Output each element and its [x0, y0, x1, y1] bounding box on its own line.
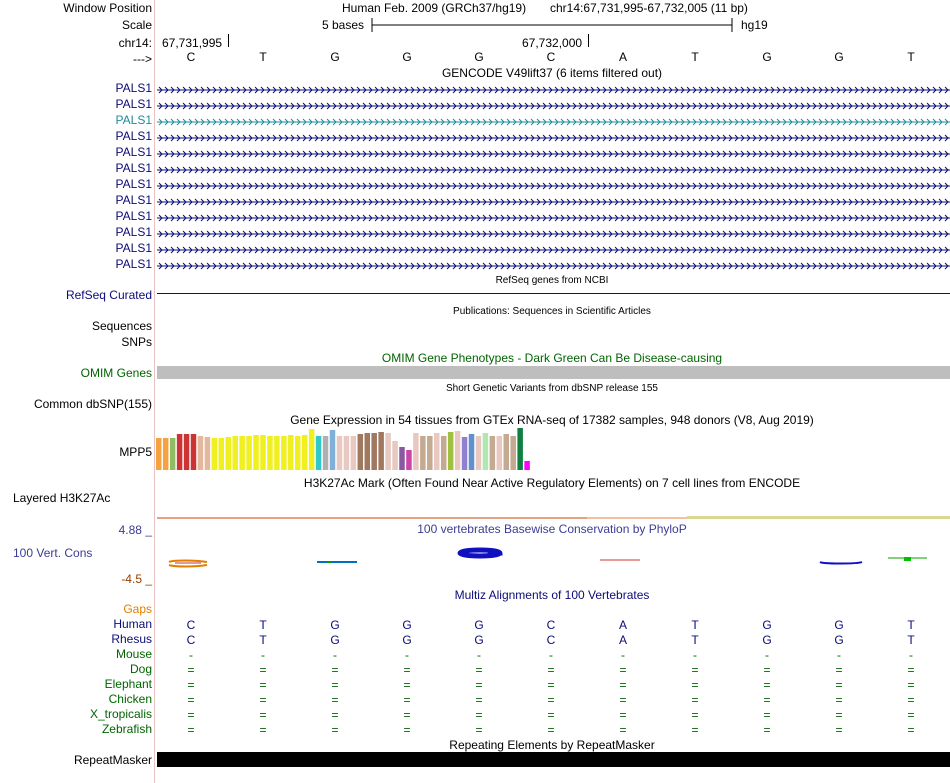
coord-tick — [588, 34, 589, 47]
alignment-base-x-tropicalis: = — [763, 708, 771, 722]
alignment-base-chicken: = — [475, 693, 483, 707]
alignment-base-zebrafish: = — [403, 723, 411, 737]
alignment-base-zebrafish: = — [619, 723, 627, 737]
alignment-base-human: G — [762, 618, 772, 632]
alignment-base-elephant: = — [835, 678, 843, 692]
alignment-base-x-tropicalis: = — [475, 708, 483, 722]
alignment-base-mouse: - — [549, 648, 553, 662]
alignment-base-elephant: = — [691, 678, 699, 692]
gtex-tissue-bar[interactable] — [309, 429, 315, 470]
gtex-tissue-bar[interactable] — [358, 434, 364, 470]
gtex-tissue-bar[interactable] — [399, 447, 405, 470]
gencode-transcript[interactable] — [157, 118, 950, 126]
alignment-base-human: G — [402, 618, 412, 632]
refseq-label[interactable]: RefSeq Curated — [65, 288, 152, 302]
gencode-item-label[interactable]: PALS1 — [115, 225, 152, 239]
alignment-base-x-tropicalis: = — [187, 708, 195, 722]
alignment-base-x-tropicalis: = — [259, 708, 267, 722]
gtex-tissue-bar[interactable] — [246, 436, 252, 470]
gtex-tissue-bar[interactable] — [316, 436, 322, 470]
alignment-base-mouse: - — [189, 648, 193, 662]
alignment-base-human: C — [186, 618, 196, 632]
gencode-item-label[interactable]: PALS1 — [115, 81, 152, 95]
alignment-base-mouse: - — [693, 648, 697, 662]
coord-tick — [228, 34, 229, 47]
alignment-base-elephant: = — [331, 678, 339, 692]
gtex-tissue-bar[interactable] — [427, 436, 433, 470]
gencode-transcript[interactable] — [157, 134, 950, 142]
alignment-base-chicken: = — [907, 693, 915, 707]
gencode-item-label[interactable]: PALS1 — [115, 161, 152, 175]
alignment-base-zebrafish: = — [187, 723, 195, 737]
gtex-tissue-bar[interactable] — [392, 441, 398, 470]
gtex-tissue-bar[interactable] — [497, 436, 503, 470]
gtex-tissue-bar[interactable] — [295, 436, 301, 470]
alignment-base-chicken: = — [403, 693, 411, 707]
gtex-tissue-bar[interactable] — [330, 430, 336, 470]
gtex-tissue-bar[interactable] — [448, 432, 454, 470]
gtex-tissue-bar[interactable] — [267, 436, 273, 470]
alignment-base-chicken: = — [547, 693, 555, 707]
h3k27ac-signal — [687, 516, 950, 519]
base-letter: C — [186, 50, 196, 64]
alignment-base-human: G — [330, 618, 340, 632]
alignment-base-elephant: = — [619, 678, 627, 692]
alignment-base-dog: = — [259, 663, 267, 677]
gtex-tissue-bar[interactable] — [462, 437, 468, 470]
h3k27ac-signal — [157, 517, 587, 519]
species-label-rhesus: Rhesus — [111, 632, 152, 646]
gencode-item-label[interactable]: PALS1 — [115, 113, 152, 127]
alignment-base-dog: = — [547, 663, 555, 677]
gtex-tissue-bar[interactable] — [434, 433, 440, 470]
alignment-base-mouse: - — [477, 648, 481, 662]
alignment-base-chicken: = — [331, 693, 339, 707]
gtex-tissue-bar[interactable] — [226, 437, 232, 470]
alignment-base-human: G — [474, 618, 484, 632]
alignment-base-x-tropicalis: = — [835, 708, 843, 722]
gencode-transcript[interactable] — [157, 246, 950, 254]
alignment-base-x-tropicalis: = — [403, 708, 411, 722]
alignment-base-rhesus: G — [834, 633, 844, 647]
gtex-tissue-bar[interactable] — [413, 433, 419, 470]
omim-title: OMIM Gene Phenotypes - Dark Green Can Be Disease-causing — [381, 351, 723, 365]
refseq-title: RefSeq genes from NCBI — [495, 275, 609, 286]
alignment-base-chicken: = — [259, 693, 267, 707]
base-letter: T — [907, 50, 915, 64]
cons-label[interactable]: 100 Vert. Cons — [13, 546, 93, 560]
alignment-base-human: T — [907, 618, 915, 632]
scale-label: Scale — [121, 18, 152, 32]
alignment-base-rhesus: C — [546, 633, 556, 647]
alignment-base-mouse: - — [837, 648, 841, 662]
gencode-transcript[interactable] — [157, 102, 950, 110]
base-letter: G — [834, 50, 844, 64]
multiz-title: Multiz Alignments of 100 Vertebrates — [454, 588, 650, 602]
gtex-tissue-bar[interactable] — [337, 436, 343, 470]
gencode-item-label[interactable]: PALS1 — [115, 209, 152, 223]
base-letter: C — [546, 50, 556, 64]
gtex-tissue-bar[interactable] — [504, 434, 510, 470]
gtex-tissue-bar[interactable] — [365, 433, 371, 470]
phylop-plot[interactable] — [155, 540, 950, 580]
alignment-base-dog: = — [619, 663, 627, 677]
alignment-base-zebrafish: = — [907, 723, 915, 737]
gtex-tissue-bar[interactable] — [323, 436, 329, 470]
alignment-base-human: C — [546, 618, 556, 632]
gtex-tissue-bar[interactable] — [170, 438, 176, 470]
alignment-base-mouse: - — [405, 648, 409, 662]
coord-start: 67,731,995 — [162, 36, 223, 50]
alignment-base-dog: = — [691, 663, 699, 677]
alignment-base-dog: = — [907, 663, 915, 677]
gencode-item-label[interactable]: PALS1 — [115, 177, 152, 191]
phylop-c-logo — [169, 561, 207, 567]
alignment-base-chicken: = — [763, 693, 771, 707]
alignment-base-mouse: - — [261, 648, 265, 662]
repeatmasker-label[interactable]: RepeatMasker — [73, 753, 152, 767]
alignment-base-x-tropicalis: = — [619, 708, 627, 722]
alignment-base-chicken: = — [619, 693, 627, 707]
coord-mid: 67,732,000 — [522, 36, 583, 50]
gencode-transcript[interactable] — [157, 262, 950, 270]
sequences-label[interactable]: Sequences — [91, 319, 152, 333]
gtex-tissue-bar[interactable] — [490, 436, 496, 470]
gencode-item-label[interactable]: PALS1 — [115, 257, 152, 271]
gtex-tissue-bar[interactable] — [239, 436, 245, 470]
alignment-base-x-tropicalis: = — [691, 708, 699, 722]
gencode-item-label[interactable]: PALS1 — [115, 129, 152, 143]
gtex-tissue-bar[interactable] — [288, 435, 294, 470]
repeat-bar[interactable] — [157, 752, 950, 767]
alignment-base-mouse: - — [909, 648, 913, 662]
publications-title: Publications: Sequences in Scientific Articles — [453, 306, 651, 317]
gtex-tissue-bar[interactable] — [260, 435, 266, 470]
alignment-base-dog: = — [835, 663, 843, 677]
base-letter: G — [402, 50, 412, 64]
alignment-base-human: T — [691, 618, 699, 632]
alignment-base-elephant: = — [403, 678, 411, 692]
gtex-tissue-bar[interactable] — [163, 438, 169, 470]
gencode-transcript[interactable] — [157, 214, 950, 222]
species-label-human: Human — [113, 617, 152, 631]
gtex-tissue-bar[interactable] — [510, 436, 516, 470]
track-area[interactable] — [155, 0, 950, 783]
alignment-base-elephant: = — [907, 678, 915, 692]
omim-label[interactable]: OMIM Genes — [80, 366, 152, 380]
alignment-base-mouse: - — [765, 648, 769, 662]
gtex-tissue-bar[interactable] — [212, 438, 218, 470]
gencode-transcript[interactable] — [157, 166, 950, 174]
gtex-tissue-bar[interactable] — [371, 433, 377, 470]
dbsnp-title: Short Genetic Variants from dbSNP release 155 — [446, 383, 658, 394]
gtex-tissue-bar[interactable] — [219, 438, 225, 470]
gencode-item-label[interactable]: PALS1 — [115, 193, 152, 207]
mpp5-label[interactable]: MPP5 — [119, 445, 152, 459]
gtex-tissue-bar[interactable] — [476, 436, 482, 470]
alignment-base-chicken: = — [187, 693, 195, 707]
alignment-base-chicken: = — [691, 693, 699, 707]
gtex-tissue-bar[interactable] — [156, 438, 162, 470]
repeat-title: Repeating Elements by RepeatMasker — [449, 738, 655, 752]
alignment-base-rhesus: G — [402, 633, 412, 647]
db-label: hg19 — [741, 18, 768, 32]
alignment-base-rhesus: T — [907, 633, 915, 647]
snps-label[interactable]: SNPs — [121, 335, 152, 349]
alignment-base-zebrafish: = — [835, 723, 843, 737]
refseq-line — [157, 293, 950, 294]
alignment-base-mouse: - — [621, 648, 625, 662]
omim-bar[interactable] — [157, 366, 950, 379]
gtex-tissue-bar[interactable] — [420, 436, 426, 470]
cons-min-label: -4.5 _ — [121, 572, 152, 586]
alignment-base-x-tropicalis: = — [547, 708, 555, 722]
alignment-base-human: A — [618, 618, 628, 632]
gtex-tissue-bar[interactable] — [184, 434, 190, 470]
base-letter: G — [762, 50, 772, 64]
gtex-tissue-bar[interactable] — [351, 436, 357, 470]
h3k27ac-signal — [587, 517, 687, 519]
alignment-base-rhesus: G — [330, 633, 340, 647]
phylop-t-logo — [888, 557, 927, 561]
alignment-base-x-tropicalis: = — [331, 708, 339, 722]
gtex-tissue-bar[interactable] — [524, 461, 530, 470]
window-position-label: Window Position — [63, 1, 152, 15]
gaps-label: Gaps — [123, 602, 152, 616]
alignment-base-zebrafish: = — [331, 723, 339, 737]
gtex-tissue-bar[interactable] — [455, 431, 461, 470]
track-labels — [0, 0, 154, 783]
alignment-base-dog: = — [331, 663, 339, 677]
gtex-tissue-bar[interactable] — [406, 450, 412, 470]
species-label-chicken: Chicken — [108, 692, 152, 706]
gtex-title: Gene Expression in 54 tissues from GTEx RNA-seq of 17382 samples, 948 donors (V8, Aug 2019) — [290, 413, 814, 427]
alignment-base-elephant: = — [187, 678, 195, 692]
gtex-tissue-bar[interactable] — [191, 434, 197, 470]
species-label-elephant: Elephant — [104, 677, 152, 691]
chrom-label: chr14: — [118, 36, 152, 50]
gencode-item-label[interactable]: PALS1 — [115, 145, 152, 159]
gtex-tissue-bar[interactable] — [274, 436, 280, 470]
phylop-g-logo-large — [460, 550, 500, 556]
alignment-base-dog: = — [187, 663, 195, 677]
gencode-item-label[interactable]: PALS1 — [115, 97, 152, 111]
alignment-base-dog: = — [475, 663, 483, 677]
alignment-base-human: G — [834, 618, 844, 632]
gtex-tissue-bar[interactable] — [517, 428, 523, 470]
alignment-base-dog: = — [403, 663, 411, 677]
alignment-base-elephant: = — [547, 678, 555, 692]
alignment-base-chicken: = — [835, 693, 843, 707]
alignment-base-zebrafish: = — [259, 723, 267, 737]
alignment-base-rhesus: G — [474, 633, 484, 647]
position-title: chr14:67,731,995-67,732,005 (11 bp) — [550, 1, 748, 15]
gtex-tissue-bar[interactable] — [198, 436, 204, 470]
alignment-base-rhesus: C — [186, 633, 196, 647]
species-label-mouse: Mouse — [115, 647, 152, 661]
gtex-tissue-bar[interactable] — [177, 434, 183, 470]
alignment-base-rhesus: G — [762, 633, 772, 647]
gencode-transcript[interactable] — [157, 86, 950, 94]
gtex-tissue-bar[interactable] — [232, 436, 238, 470]
gtex-chart[interactable] — [155, 428, 535, 471]
species-label-xtropicalis: X_tropicalis — [89, 707, 152, 721]
gtex-tissue-bar[interactable] — [441, 436, 447, 470]
base-letter: A — [618, 50, 628, 64]
phylop-g-logo-small — [820, 562, 862, 564]
alignment-base-human: T — [259, 618, 267, 632]
cons-max-label: 4.88 _ — [118, 523, 152, 537]
gencode-transcript[interactable] — [157, 182, 950, 190]
alignment-base-elephant: = — [475, 678, 483, 692]
gtex-tissue-bar[interactable] — [253, 435, 258, 470]
alignment-base-elephant: = — [763, 678, 771, 692]
gtex-tissue-bar[interactable] — [205, 437, 211, 470]
alignment-base-zebrafish: = — [763, 723, 771, 737]
alignment-base-elephant: = — [259, 678, 267, 692]
phylop-title: 100 vertebrates Basewise Conservation by PhyloP — [417, 522, 687, 536]
alignment-base-zebrafish: = — [475, 723, 483, 737]
alignment-base-dog: = — [763, 663, 771, 677]
alignment-base-zebrafish: = — [547, 723, 555, 737]
base-letter: G — [330, 50, 340, 64]
gencode-transcript[interactable] — [157, 150, 950, 158]
species-label-zebrafish: Zebrafish — [101, 722, 152, 736]
base-letter: T — [691, 50, 699, 64]
gencode-transcript[interactable] — [157, 198, 950, 206]
alignment-base-rhesus: T — [691, 633, 699, 647]
gtex-tissue-bar[interactable] — [385, 433, 391, 470]
gtex-tissue-bar[interactable] — [378, 432, 384, 470]
gtex-tissue-bar[interactable] — [469, 434, 475, 470]
gtex-tissue-bar[interactable] — [281, 436, 287, 470]
base-letter: T — [259, 50, 267, 64]
gencode-transcript[interactable] — [157, 230, 950, 238]
gtex-tissue-bar[interactable] — [302, 435, 308, 470]
scale-text: 5 bases — [322, 18, 365, 32]
alignment-base-zebrafish: = — [691, 723, 699, 737]
h3k27ac-title: H3K27Ac Mark (Often Found Near Active Regulatory Elements) on 7 cell lines from ENCODE — [303, 476, 801, 490]
dbsnp-label[interactable]: Common dbSNP(155) — [33, 397, 152, 411]
gtex-tissue-bar[interactable] — [344, 436, 350, 470]
h3k27ac-label[interactable]: Layered H3K27Ac — [13, 491, 111, 505]
assembly-title: Human Feb. 2009 (GRCh37/hg19) — [342, 1, 527, 15]
alignment-base-x-tropicalis: = — [907, 708, 915, 722]
alignment-base-rhesus: A — [618, 633, 628, 647]
base-letter: G — [474, 50, 484, 64]
scale-bar — [370, 16, 735, 34]
gtex-tissue-bar[interactable] — [483, 433, 489, 470]
species-label-dog: Dog — [129, 662, 152, 676]
strand-label: ---> — [133, 52, 152, 66]
alignment-base-rhesus: T — [259, 633, 267, 647]
gencode-item-label[interactable]: PALS1 — [115, 241, 152, 255]
alignment-base-mouse: - — [333, 648, 337, 662]
gencode-title: GENCODE V49lift37 (6 items filtered out) — [441, 66, 663, 80]
